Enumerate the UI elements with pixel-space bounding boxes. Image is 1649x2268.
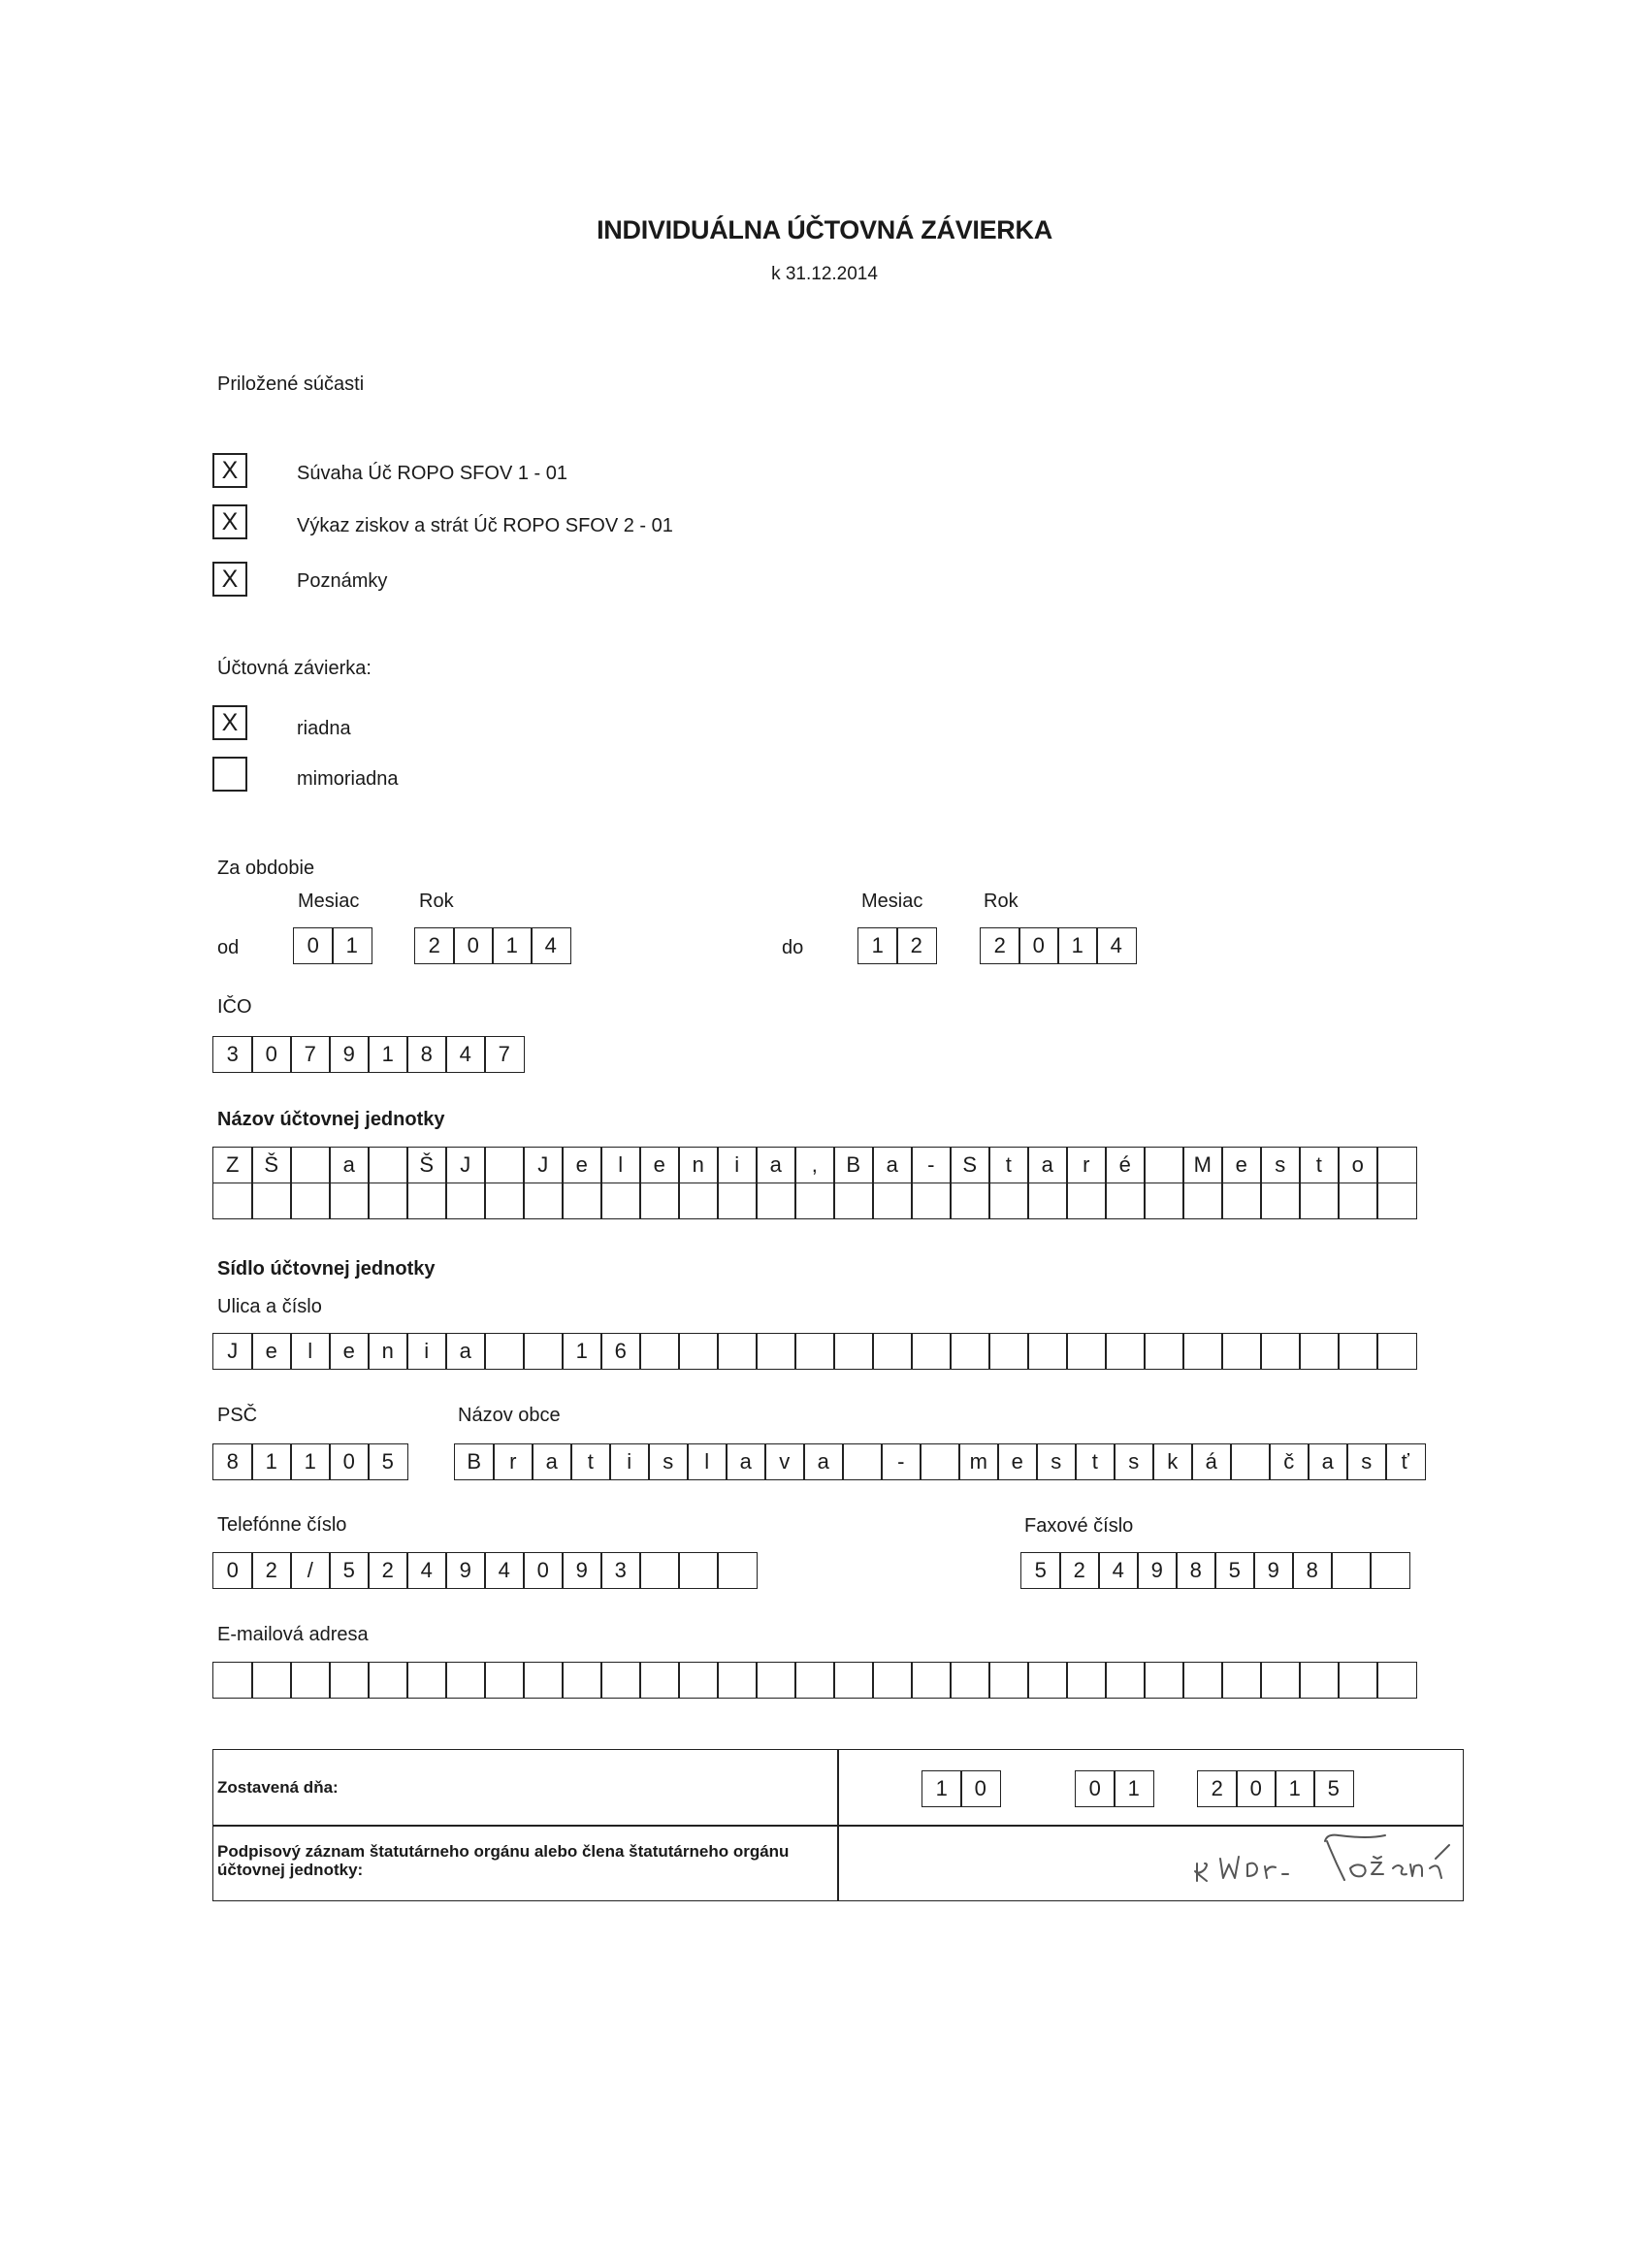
char-cell: 2 bbox=[1197, 1770, 1238, 1807]
char-cell bbox=[1027, 1333, 1068, 1370]
char-cell: J bbox=[523, 1147, 564, 1183]
char-cell bbox=[678, 1183, 719, 1219]
char-cell: 1 bbox=[1275, 1770, 1315, 1807]
char-cell bbox=[1376, 1333, 1417, 1370]
char-cell: 0 bbox=[293, 927, 334, 964]
char-cell bbox=[600, 1662, 641, 1699]
char-cell: á bbox=[1191, 1443, 1232, 1480]
char-cell bbox=[484, 1183, 525, 1219]
attachment-label-balance: Súvaha Úč ROPO SFOV 1 - 01 bbox=[297, 463, 567, 484]
char-cell bbox=[872, 1333, 913, 1370]
char-cell: 0 bbox=[960, 1770, 1001, 1807]
char-cell: 8 bbox=[212, 1443, 253, 1480]
char-cell: e bbox=[562, 1147, 602, 1183]
to-month-label: Mesiac bbox=[861, 891, 923, 912]
char-cell: 0 bbox=[251, 1036, 292, 1073]
char-cell bbox=[911, 1662, 952, 1699]
phone-field[interactable] bbox=[212, 1552, 758, 1589]
char-cell: s bbox=[1036, 1443, 1077, 1480]
char-cell: 3 bbox=[600, 1552, 641, 1589]
char-cell: é bbox=[1105, 1147, 1146, 1183]
char-cell bbox=[833, 1662, 874, 1699]
char-cell: 0 bbox=[1018, 927, 1059, 964]
char-cell: 0 bbox=[1075, 1770, 1116, 1807]
from-month-label: Mesiac bbox=[298, 891, 360, 912]
char-cell: 2 bbox=[1059, 1552, 1100, 1589]
char-cell: o bbox=[1338, 1147, 1378, 1183]
char-cell bbox=[1299, 1662, 1340, 1699]
char-cell bbox=[290, 1662, 331, 1699]
char-cell bbox=[833, 1183, 874, 1219]
char-cell bbox=[523, 1662, 564, 1699]
char-cell bbox=[368, 1147, 408, 1183]
to-month-field[interactable] bbox=[857, 927, 937, 964]
char-cell: e bbox=[1221, 1147, 1262, 1183]
city-field[interactable] bbox=[454, 1443, 1426, 1480]
char-cell: e bbox=[639, 1147, 680, 1183]
char-cell bbox=[1144, 1147, 1184, 1183]
entity-name-row1[interactable] bbox=[212, 1147, 1417, 1183]
char-cell: 2 bbox=[980, 927, 1020, 964]
char-cell: 3 bbox=[212, 1036, 253, 1073]
char-cell: 1 bbox=[922, 1770, 962, 1807]
char-cell bbox=[988, 1662, 1029, 1699]
to-year-field[interactable] bbox=[980, 927, 1137, 964]
char-cell: 0 bbox=[523, 1552, 564, 1589]
psc-field[interactable] bbox=[212, 1443, 408, 1480]
char-cell bbox=[1221, 1333, 1262, 1370]
char-cell bbox=[1376, 1183, 1417, 1219]
char-cell bbox=[794, 1183, 835, 1219]
char-cell: a bbox=[803, 1443, 844, 1480]
document-title: INDIVIDUÁLNA ÚČTOVNÁ ZÁVIERKA bbox=[597, 215, 1052, 244]
char-cell: ť bbox=[1385, 1443, 1426, 1480]
char-cell: a bbox=[1027, 1147, 1068, 1183]
char-cell bbox=[406, 1183, 447, 1219]
char-cell bbox=[950, 1183, 990, 1219]
period-heading: Za obdobie bbox=[217, 858, 315, 879]
char-cell: 1 bbox=[562, 1333, 602, 1370]
char-cell: / bbox=[290, 1552, 331, 1589]
char-cell: , bbox=[794, 1147, 835, 1183]
attachment-checkbox-notes[interactable]: X bbox=[212, 562, 247, 597]
from-year-field[interactable] bbox=[414, 927, 571, 964]
char-cell bbox=[678, 1333, 719, 1370]
char-cell: 1 bbox=[290, 1443, 331, 1480]
char-cell bbox=[1331, 1552, 1372, 1589]
char-cell bbox=[794, 1662, 835, 1699]
char-cell: a bbox=[1308, 1443, 1348, 1480]
entity-name-row2[interactable] bbox=[212, 1183, 1417, 1219]
char-cell: Š bbox=[406, 1147, 447, 1183]
char-cell: 1 bbox=[1057, 927, 1098, 964]
closure-label-extraordinary: mimoriadna bbox=[297, 768, 399, 790]
char-cell: 5 bbox=[329, 1552, 370, 1589]
entity-name-label: Názov účtovnej jednotky bbox=[217, 1109, 445, 1130]
char-cell: 9 bbox=[329, 1036, 370, 1073]
char-cell: č bbox=[1269, 1443, 1310, 1480]
char-cell: t bbox=[1299, 1147, 1340, 1183]
char-cell: 4 bbox=[531, 927, 571, 964]
char-cell: 4 bbox=[1096, 927, 1137, 964]
char-cell bbox=[1221, 1662, 1262, 1699]
char-cell bbox=[290, 1183, 331, 1219]
char-cell bbox=[950, 1662, 990, 1699]
char-cell: i bbox=[609, 1443, 650, 1480]
char-cell: k bbox=[1152, 1443, 1193, 1480]
char-cell: 8 bbox=[1292, 1552, 1333, 1589]
char-cell bbox=[329, 1662, 370, 1699]
compiled-day-field[interactable] bbox=[922, 1770, 1001, 1807]
char-cell bbox=[1144, 1333, 1184, 1370]
char-cell: 4 bbox=[484, 1552, 525, 1589]
address-heading: Sídlo účtovnej jednotky bbox=[217, 1258, 436, 1280]
char-cell: J bbox=[212, 1333, 253, 1370]
char-cell: s bbox=[1260, 1147, 1301, 1183]
closure-checkbox-regular[interactable]: X bbox=[212, 705, 247, 740]
char-cell: S bbox=[950, 1147, 990, 1183]
char-cell: 6 bbox=[600, 1333, 641, 1370]
char-cell bbox=[1376, 1662, 1417, 1699]
char-cell bbox=[562, 1662, 602, 1699]
char-cell bbox=[251, 1183, 292, 1219]
char-cell bbox=[484, 1147, 525, 1183]
from-label: od bbox=[217, 937, 240, 958]
char-cell: 7 bbox=[290, 1036, 331, 1073]
email-field[interactable] bbox=[212, 1662, 1417, 1699]
compiled-year-field[interactable] bbox=[1197, 1770, 1354, 1807]
char-cell: i bbox=[406, 1333, 447, 1370]
char-cell: a bbox=[445, 1333, 486, 1370]
char-cell bbox=[445, 1662, 486, 1699]
char-cell: 5 bbox=[1020, 1552, 1061, 1589]
char-cell: 1 bbox=[492, 927, 533, 964]
char-cell bbox=[484, 1333, 525, 1370]
phone-label: Telefónne číslo bbox=[217, 1514, 347, 1536]
char-cell bbox=[717, 1333, 758, 1370]
char-cell: 1 bbox=[857, 927, 898, 964]
char-cell bbox=[920, 1443, 960, 1480]
char-cell: i bbox=[717, 1147, 758, 1183]
char-cell: 5 bbox=[1214, 1552, 1255, 1589]
char-cell: 5 bbox=[1313, 1770, 1354, 1807]
char-cell: s bbox=[1114, 1443, 1154, 1480]
char-cell bbox=[1370, 1552, 1410, 1589]
char-cell: a bbox=[329, 1147, 370, 1183]
char-cell: 4 bbox=[1098, 1552, 1139, 1589]
char-cell: 0 bbox=[1236, 1770, 1277, 1807]
char-cell bbox=[212, 1183, 253, 1219]
char-cell: s bbox=[1346, 1443, 1387, 1480]
char-cell bbox=[950, 1333, 990, 1370]
char-cell: e bbox=[251, 1333, 292, 1370]
char-cell: l bbox=[600, 1147, 641, 1183]
char-cell: l bbox=[290, 1333, 331, 1370]
ico-label: IČO bbox=[217, 996, 252, 1018]
signature-label: Podpisový záznam štatutárneho orgánu alebo člena štatutárneho orgánu účtovnej jednotky: bbox=[217, 1842, 790, 1879]
char-cell: J bbox=[445, 1147, 486, 1183]
char-cell: 1 bbox=[251, 1443, 292, 1480]
char-cell bbox=[1376, 1147, 1417, 1183]
char-cell: 1 bbox=[1114, 1770, 1154, 1807]
char-cell: e bbox=[329, 1333, 370, 1370]
char-cell bbox=[1105, 1183, 1146, 1219]
char-cell: 9 bbox=[1253, 1552, 1294, 1589]
char-cell bbox=[1182, 1333, 1223, 1370]
char-cell bbox=[1027, 1183, 1068, 1219]
char-cell bbox=[872, 1183, 913, 1219]
attachment-label-income: Výkaz ziskov a strát Úč ROPO SFOV 2 - 01 bbox=[297, 515, 673, 536]
char-cell bbox=[1338, 1662, 1378, 1699]
char-cell bbox=[1066, 1662, 1107, 1699]
char-cell bbox=[756, 1662, 796, 1699]
from-year-label: Rok bbox=[419, 891, 454, 912]
char-cell bbox=[1182, 1662, 1223, 1699]
char-cell bbox=[794, 1333, 835, 1370]
char-cell: r bbox=[1066, 1147, 1107, 1183]
char-cell: 1 bbox=[332, 927, 372, 964]
char-cell bbox=[329, 1183, 370, 1219]
char-cell bbox=[911, 1183, 952, 1219]
char-cell: 2 bbox=[251, 1552, 292, 1589]
char-cell: r bbox=[493, 1443, 534, 1480]
to-year-label: Rok bbox=[984, 891, 1018, 912]
table-divider bbox=[213, 1825, 1463, 1827]
char-cell bbox=[406, 1662, 447, 1699]
compiled-label: Zostavená dňa: bbox=[217, 1778, 339, 1797]
char-cell: 0 bbox=[453, 927, 494, 964]
char-cell: 0 bbox=[329, 1443, 370, 1480]
char-cell: B bbox=[454, 1443, 495, 1480]
char-cell bbox=[1144, 1183, 1184, 1219]
attachments-heading: Priložené súčasti bbox=[217, 373, 365, 395]
char-cell bbox=[251, 1662, 292, 1699]
char-cell bbox=[1221, 1183, 1262, 1219]
char-cell bbox=[1338, 1333, 1378, 1370]
char-cell: Š bbox=[251, 1147, 292, 1183]
char-cell bbox=[1105, 1662, 1146, 1699]
char-cell bbox=[1299, 1183, 1340, 1219]
char-cell bbox=[1182, 1183, 1223, 1219]
char-cell: n bbox=[678, 1147, 719, 1183]
char-cell bbox=[562, 1183, 602, 1219]
char-cell bbox=[600, 1183, 641, 1219]
char-cell bbox=[1066, 1333, 1107, 1370]
char-cell bbox=[368, 1662, 408, 1699]
compiled-month-field[interactable] bbox=[1075, 1770, 1154, 1807]
closure-checkbox-extraordinary[interactable] bbox=[212, 757, 247, 792]
city-label: Názov obce bbox=[458, 1405, 561, 1426]
email-label: E-mailová adresa bbox=[217, 1624, 369, 1645]
char-cell: v bbox=[764, 1443, 805, 1480]
attachment-checkbox-income[interactable]: X bbox=[212, 504, 247, 539]
char-cell: 9 bbox=[562, 1552, 602, 1589]
char-cell bbox=[445, 1183, 486, 1219]
char-cell bbox=[988, 1183, 1029, 1219]
char-cell bbox=[872, 1662, 913, 1699]
char-cell bbox=[1105, 1333, 1146, 1370]
char-cell: t bbox=[988, 1147, 1029, 1183]
closure-type-heading: Účtovná závierka: bbox=[217, 658, 372, 679]
char-cell: 4 bbox=[445, 1036, 486, 1073]
char-cell bbox=[1066, 1183, 1107, 1219]
char-cell bbox=[639, 1183, 680, 1219]
char-cell bbox=[1027, 1662, 1068, 1699]
attachment-checkbox-balance[interactable]: X bbox=[212, 453, 247, 488]
from-month-field[interactable] bbox=[293, 927, 372, 964]
char-cell bbox=[911, 1333, 952, 1370]
char-cell: 9 bbox=[445, 1552, 486, 1589]
char-cell bbox=[1338, 1183, 1378, 1219]
char-cell bbox=[523, 1333, 564, 1370]
closure-label-regular: riadna bbox=[297, 718, 351, 739]
char-cell bbox=[717, 1662, 758, 1699]
char-cell: - bbox=[911, 1147, 952, 1183]
char-cell: a bbox=[532, 1443, 572, 1480]
char-cell: m bbox=[958, 1443, 999, 1480]
char-cell: 5 bbox=[368, 1443, 408, 1480]
char-cell bbox=[639, 1552, 680, 1589]
char-cell: n bbox=[368, 1333, 408, 1370]
char-cell bbox=[756, 1183, 796, 1219]
handwritten-signature bbox=[844, 1831, 1465, 1899]
char-cell bbox=[833, 1333, 874, 1370]
char-cell bbox=[1260, 1183, 1301, 1219]
summary-table bbox=[212, 1749, 1464, 1901]
char-cell: 8 bbox=[1176, 1552, 1216, 1589]
psc-label: PSČ bbox=[217, 1405, 258, 1426]
char-cell: 2 bbox=[368, 1552, 408, 1589]
ico-field[interactable] bbox=[212, 1036, 525, 1073]
char-cell bbox=[639, 1662, 680, 1699]
char-cell: 9 bbox=[1137, 1552, 1178, 1589]
street-label: Ulica a číslo bbox=[217, 1296, 322, 1317]
char-cell bbox=[717, 1552, 758, 1589]
document-subtitle: k 31.12.2014 bbox=[771, 264, 878, 284]
fax-field[interactable] bbox=[1020, 1552, 1410, 1589]
char-cell bbox=[842, 1443, 883, 1480]
char-cell: 7 bbox=[484, 1036, 525, 1073]
char-cell: 2 bbox=[414, 927, 455, 964]
fax-label: Faxové číslo bbox=[1024, 1515, 1134, 1537]
char-cell bbox=[639, 1333, 680, 1370]
char-cell: a bbox=[726, 1443, 766, 1480]
char-cell: e bbox=[997, 1443, 1038, 1480]
char-cell bbox=[1230, 1443, 1271, 1480]
char-cell bbox=[212, 1662, 253, 1699]
char-cell: 0 bbox=[212, 1552, 253, 1589]
char-cell bbox=[290, 1147, 331, 1183]
attachment-label-notes: Poznámky bbox=[297, 570, 388, 592]
char-cell bbox=[1144, 1662, 1184, 1699]
char-cell bbox=[678, 1662, 719, 1699]
char-cell bbox=[988, 1333, 1029, 1370]
char-cell: a bbox=[756, 1147, 796, 1183]
char-cell bbox=[484, 1662, 525, 1699]
to-label: do bbox=[782, 937, 804, 958]
char-cell bbox=[368, 1183, 408, 1219]
char-cell: - bbox=[881, 1443, 922, 1480]
char-cell: 4 bbox=[406, 1552, 447, 1589]
char-cell bbox=[523, 1183, 564, 1219]
char-cell bbox=[756, 1333, 796, 1370]
char-cell: l bbox=[687, 1443, 728, 1480]
char-cell: B bbox=[833, 1147, 874, 1183]
char-cell bbox=[678, 1552, 719, 1589]
char-cell bbox=[1299, 1333, 1340, 1370]
char-cell: s bbox=[648, 1443, 689, 1480]
char-cell bbox=[1260, 1662, 1301, 1699]
char-cell: t bbox=[1075, 1443, 1116, 1480]
char-cell: 1 bbox=[368, 1036, 408, 1073]
char-cell: Z bbox=[212, 1147, 253, 1183]
char-cell: M bbox=[1182, 1147, 1223, 1183]
street-field[interactable] bbox=[212, 1333, 1417, 1370]
char-cell: 8 bbox=[406, 1036, 447, 1073]
char-cell: a bbox=[872, 1147, 913, 1183]
char-cell: t bbox=[570, 1443, 611, 1480]
char-cell bbox=[717, 1183, 758, 1219]
char-cell bbox=[1260, 1333, 1301, 1370]
char-cell: 2 bbox=[896, 927, 937, 964]
